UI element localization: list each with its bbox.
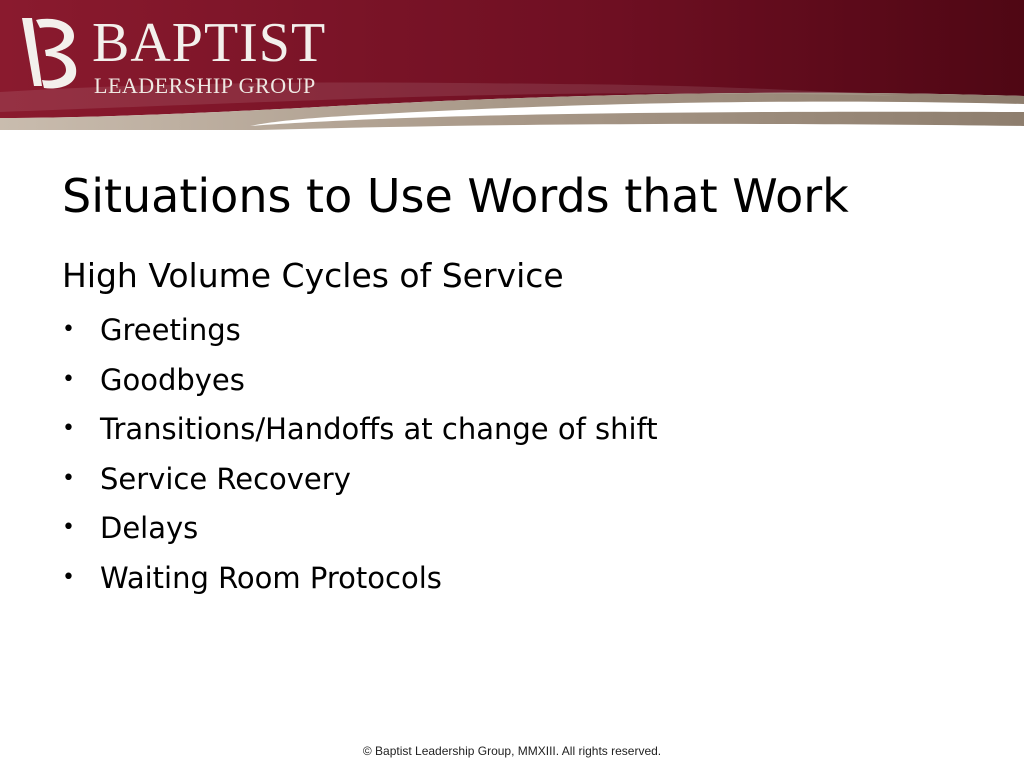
bullet-icon: • bbox=[62, 317, 75, 342]
bullet-icon: • bbox=[62, 366, 75, 392]
bullet-icon: • bbox=[62, 564, 75, 590]
brand-logo[interactable] bbox=[18, 12, 358, 98]
brand-logo-icon bbox=[18, 14, 84, 90]
brand-name: BAPTIST bbox=[92, 12, 327, 74]
bullet-text: Service Recovery bbox=[100, 461, 351, 496]
bullet-text: Waiting Room Protocols bbox=[100, 560, 442, 595]
bullet-icon: • bbox=[62, 416, 75, 441]
footer-copyright: © Baptist Leadership Group, MMXIII. All rights reserved. bbox=[362, 744, 662, 758]
bullet-icon: • bbox=[62, 465, 75, 491]
header-banner bbox=[0, 0, 1024, 132]
bullet-text: Greetings bbox=[100, 313, 241, 347]
bullet-text: Delays bbox=[100, 511, 199, 545]
bullet-text: Goodbyes bbox=[100, 362, 245, 397]
brand-subtitle: LEADERSHIP GROUP bbox=[94, 73, 316, 98]
slide-subtitle: High Volume Cycles of Service bbox=[62, 256, 564, 295]
slide-title: Situations to Use Words that Work bbox=[62, 169, 849, 223]
bullet-icon: • bbox=[62, 515, 75, 540]
bullet-text: Transitions/Handoffs at change of shift bbox=[100, 412, 658, 446]
